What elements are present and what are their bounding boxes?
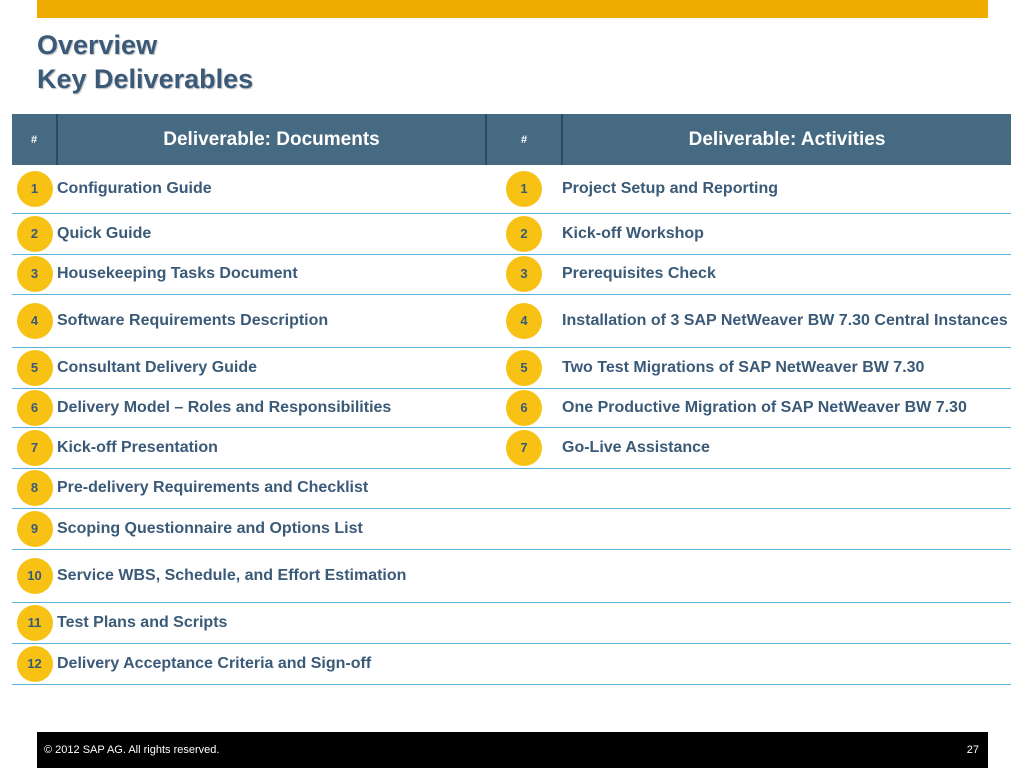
activity-number-badge: 2 [506, 216, 542, 252]
doc-number-badge: 8 [17, 470, 53, 506]
document-cell: Consultant Delivery Guide [57, 347, 486, 388]
doc-number-badge: 2 [17, 216, 53, 252]
activity-cell: One Productive Migration of SAP NetWeaver BW 7.30 [562, 388, 1011, 427]
footer-bar [37, 732, 988, 768]
table-row [12, 213, 1011, 254]
page-title [37, 28, 253, 96]
title-line-overview: Overview [37, 30, 158, 60]
title-line-key-deliverables: Key Deliverables [37, 64, 254, 94]
table-row [12, 427, 1011, 468]
table-row [12, 602, 1011, 643]
activity-cell: Installation of 3 SAP NetWeaver BW 7.30 Central Instances [562, 294, 1011, 347]
activity-number-badge: 7 [506, 430, 542, 466]
activity-number-badge: 5 [506, 350, 542, 386]
table-row [12, 549, 1011, 602]
table-body [12, 165, 1011, 684]
activity-number-badge: 4 [506, 303, 542, 339]
header-number-activities: # [486, 114, 562, 165]
table-row [12, 468, 1011, 508]
activity-number-badge: 3 [506, 256, 542, 292]
document-cell: Delivery Model – Roles and Responsibilities [57, 388, 486, 427]
header-deliverable-documents: Deliverable: Documents [57, 114, 486, 165]
doc-number-badge: 6 [17, 390, 53, 426]
document-cell: Service WBS, Schedule, and Effort Estimation [57, 549, 486, 602]
doc-number-badge: 4 [17, 303, 53, 339]
document-cell: Kick-off Presentation [57, 427, 486, 468]
document-cell: Software Requirements Description [57, 294, 486, 347]
doc-number-badge: 7 [17, 430, 53, 466]
document-cell: Scoping Questionnaire and Options List [57, 508, 486, 549]
copyright-notice: © 2012 SAP AG. All rights reserved. [44, 744, 220, 756]
activity-number-badge: 1 [506, 171, 542, 207]
document-cell: Housekeeping Tasks Document [57, 254, 486, 294]
table-header-row [12, 114, 1011, 165]
table-row [12, 294, 1011, 347]
deliverables-table [12, 114, 1011, 685]
table-row [12, 508, 1011, 549]
doc-number-badge: 1 [17, 171, 53, 207]
header-deliverable-activities: Deliverable: Activities [562, 114, 1011, 165]
doc-number-badge: 11 [17, 605, 53, 641]
page-number: 27 [966, 744, 979, 756]
doc-number-badge: 10 [17, 558, 53, 594]
table-row [12, 643, 1011, 684]
table-row [12, 165, 1011, 213]
document-cell: Delivery Acceptance Criteria and Sign-off [57, 643, 486, 684]
activity-cell: Project Setup and Reporting [562, 165, 1011, 213]
document-cell: Pre-delivery Requirements and Checklist [57, 468, 486, 508]
accent-bar [37, 0, 988, 18]
doc-number-badge: 12 [17, 646, 53, 682]
doc-number-badge: 9 [17, 511, 53, 547]
doc-number-badge: 5 [17, 350, 53, 386]
activity-number-badge: 6 [506, 390, 542, 426]
activity-cell: Go-Live Assistance [562, 427, 1011, 468]
doc-number-badge: 3 [17, 256, 53, 292]
activity-cell: Kick-off Workshop [562, 213, 1011, 254]
table-row [12, 347, 1011, 388]
document-cell: Test Plans and Scripts [57, 602, 486, 643]
table-row [12, 388, 1011, 427]
document-cell: Quick Guide [57, 213, 486, 254]
activity-cell: Two Test Migrations of SAP NetWeaver BW 7.30 [562, 347, 1011, 388]
table-row [12, 254, 1011, 294]
activity-cell: Prerequisites Check [562, 254, 1011, 294]
document-cell: Configuration Guide [57, 165, 486, 213]
header-number-documents: # [12, 114, 57, 165]
